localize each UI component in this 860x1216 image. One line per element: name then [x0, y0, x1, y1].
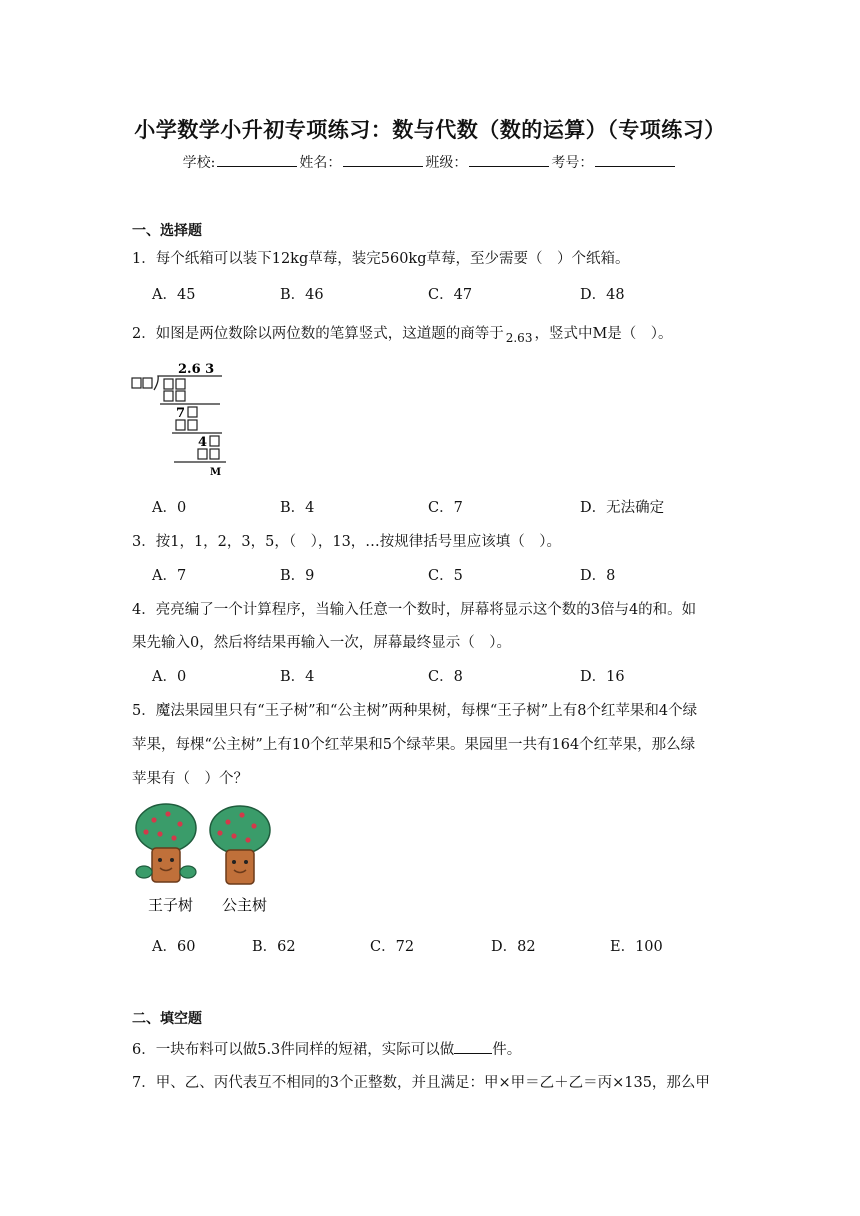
q3-option-c[interactable]: C．5 — [428, 568, 463, 584]
class-label: 班级： — [425, 155, 468, 171]
divisor-box — [143, 378, 152, 388]
q2-option-c[interactable]: C．7 — [428, 500, 463, 516]
number-label: 考号： — [551, 155, 594, 171]
question-2-text — [132, 322, 673, 343]
q2-option-a[interactable]: A．0 — [152, 500, 187, 516]
name-label: 姓名： — [299, 155, 342, 171]
remainder-box — [188, 407, 197, 417]
q5-option-e[interactable]: E．100 — [610, 939, 663, 955]
question-1-text: 1．每个纸箱可以装下12kg草莓，装完560kg草莓，至少需要（ ）个纸箱。 — [132, 251, 630, 267]
product-box — [176, 391, 185, 401]
question-3-text: 3．按1，1，2，3，5，（ ），13，…按规律括号里应该填（ ）。 — [132, 534, 562, 550]
student-info — [0, 152, 860, 172]
q2-option-b[interactable]: B．4 — [280, 500, 315, 516]
princess-tree-image — [210, 806, 270, 884]
question-5-line3: 苹果有（ ）个？ — [132, 771, 248, 787]
figure-m-label: M — [210, 467, 222, 478]
class-blank[interactable] — [469, 154, 549, 167]
product-box — [188, 420, 197, 430]
q1-option-c[interactable]: C．47 — [428, 287, 473, 303]
name-blank[interactable] — [343, 154, 423, 167]
q4-option-c[interactable]: C．8 — [428, 669, 463, 685]
product-box — [198, 449, 207, 459]
q6-text-b: 件。 — [492, 1042, 522, 1058]
section-heading-choice: 一、选择题 — [132, 223, 202, 239]
question-4-line1: 4．亮亮编了一个计算程序，当输入任意一个数时，屏幕将显示这个数的3倍与4的和。如 — [132, 602, 697, 618]
q6-answer-blank[interactable] — [454, 1041, 492, 1054]
q5-option-b[interactable]: B．62 — [252, 939, 296, 955]
q3-option-d[interactable]: D．8 — [580, 568, 616, 584]
q2-text-a: 2．如图是两位数除以两位数的笔算竖式，这道题的商等于 — [132, 326, 504, 342]
section-heading-fill: 二、填空题 — [132, 1011, 202, 1027]
question-6-text — [132, 1038, 521, 1059]
dividend-box — [164, 379, 173, 389]
dividend-box — [176, 379, 185, 389]
q2-quotient-inline: 2.63 — [505, 331, 533, 345]
q6-text-a: 6．一块布料可以做5.3件同样的短裙，实际可以做 — [132, 1042, 455, 1058]
product-box — [176, 420, 185, 430]
princess-tree-label: 公主树 — [222, 896, 268, 914]
q3-option-b[interactable]: B．9 — [280, 568, 315, 584]
q1-option-a[interactable]: A．45 — [152, 287, 196, 303]
q4-option-a[interactable]: A．0 — [152, 669, 187, 685]
q4-option-d[interactable]: D．16 — [580, 669, 625, 685]
question-7-line1: 7．甲、乙、丙代表互不相同的3个正整数，并且满足：甲×甲＝乙＋乙＝丙×135，那么甲 — [132, 1075, 710, 1091]
prince-tree-label: 王子树 — [148, 896, 194, 914]
school-label: 学校: — [182, 155, 216, 171]
q5-option-d[interactable]: D．82 — [491, 939, 536, 955]
question-5-line2: 苹果，每棵“公主树”上有10个红苹果和5个绿苹果。果园里一共有164个红苹果，那么绿 — [132, 737, 696, 753]
q1-option-b[interactable]: B．46 — [280, 287, 324, 303]
q3-option-a[interactable]: A．7 — [152, 568, 187, 584]
q5-option-a[interactable]: A．60 — [152, 939, 196, 955]
question-4-line2: 果先输入0，然后将结果再输入一次，屏幕最终显示（ ）。 — [132, 635, 511, 651]
long-division-figure — [130, 360, 240, 480]
remainder-box — [210, 436, 219, 446]
page-title: 小学数学小升初专项练习：数与代数（数的运算）（专项练习） — [134, 118, 726, 142]
product-box — [164, 391, 173, 401]
figure-quotient: 2.6 3 — [178, 362, 215, 377]
figure-row3-digit: 4 — [198, 435, 208, 450]
prince-tree-image — [136, 804, 196, 882]
q2-text-b: ，竖式中M是（ ）。 — [534, 326, 673, 342]
number-blank[interactable] — [595, 154, 675, 167]
tree-illustration — [132, 800, 282, 918]
q2-option-d[interactable]: D．无法确定 — [580, 500, 665, 516]
question-5-line1: 5．魔法果园里只有“王子树”和“公主树”两种果树，每棵“王子树”上有8个红苹果和4个绿 — [132, 703, 698, 719]
divisor-box — [132, 378, 141, 388]
figure-row2-digit: 7 — [176, 406, 186, 421]
q1-option-d[interactable]: D．48 — [580, 287, 625, 303]
q5-option-c[interactable]: C．72 — [370, 939, 415, 955]
q4-option-b[interactable]: B．4 — [280, 669, 315, 685]
school-blank[interactable] — [217, 154, 297, 167]
product-box — [210, 449, 219, 459]
